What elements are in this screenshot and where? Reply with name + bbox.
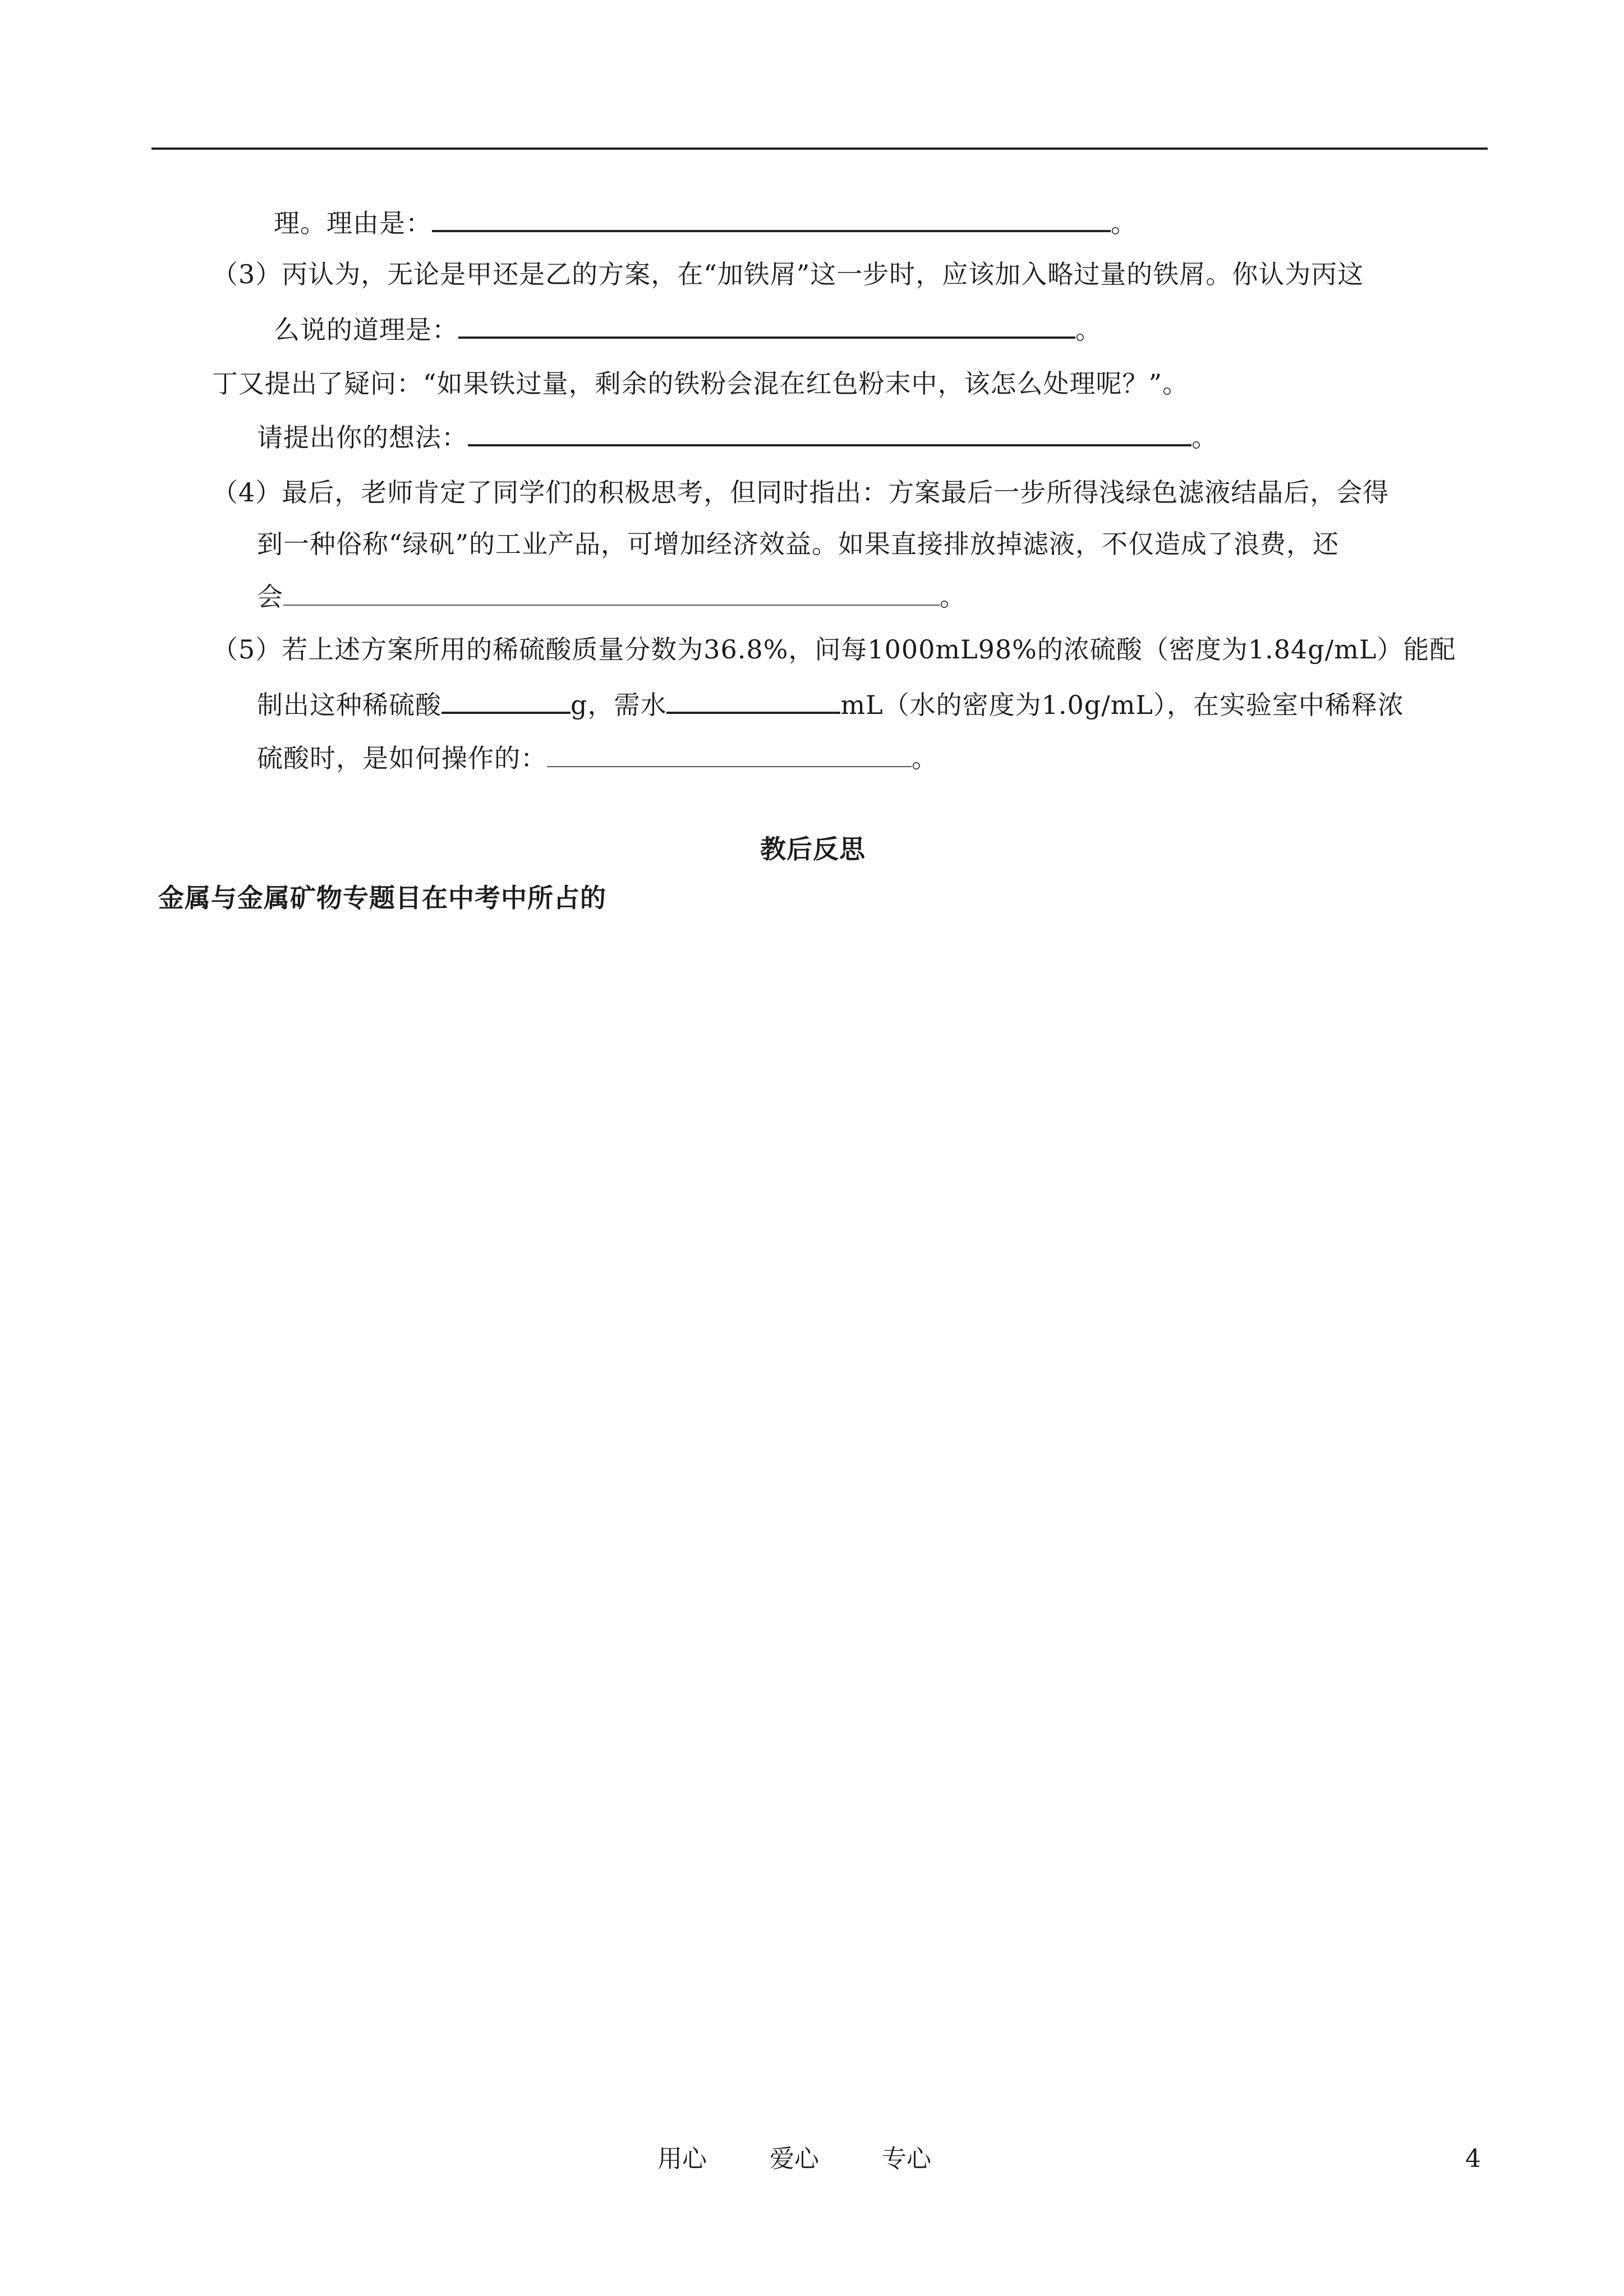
question-5-text: （5）若上述方案所用的稀硫酸质量分数为36.8%，问每1000mL98%的浓硫酸（密度为1.84g/mL）能配: [212, 634, 1456, 665]
answer-line-idea: 请提出你的想法： 。: [257, 419, 1218, 454]
question-4-continued: 到一种俗称“绿矾”的工业产品，可增加经济效益。如果直接排放掉滤液，不仅造成了浪费，还: [257, 529, 1340, 559]
footer-motto-3: 专心: [882, 2145, 931, 2173]
header-rule: [151, 147, 1488, 150]
question-4-text: （4）最后，老师肯定了同学们的积极思考，但同时指出：方案最后一步所得浅绿色滤液结晶后，会得: [212, 477, 1390, 508]
reason-blank[interactable]: [432, 205, 1111, 232]
footer-motto-1: 用心: [657, 2145, 707, 2173]
water-volume-blank[interactable]: [666, 687, 840, 714]
reflection-title: 教后反思: [760, 834, 866, 864]
operation-blank[interactable]: [547, 741, 912, 767]
answer-line-consequence: 会 。: [257, 580, 966, 614]
answer-line-explanation: 么说的道理是： 。: [274, 312, 1102, 347]
topic-line: 金属与金属矿物专题目在中考中所占的: [158, 883, 606, 913]
idea-blank[interactable]: [468, 419, 1191, 446]
answer-line-operation: 硫酸时，是如何操作的： 。: [257, 741, 938, 775]
answer-line-reason: 理。理由是： 。: [274, 205, 1137, 240]
explanation-blank[interactable]: [458, 312, 1075, 339]
acid-mass-blank[interactable]: [441, 687, 571, 714]
ding-question-text: 丁又提出了疑问：“如果铁过量，剩余的铁粉会混在红色粉末中，该怎么处理呢？”。: [212, 368, 1189, 399]
page-number: 4: [1465, 2145, 1481, 2173]
footer-motto-2: 爱心: [770, 2145, 819, 2173]
consequence-blank[interactable]: [283, 580, 940, 606]
reason-label: 理。理由是：: [274, 208, 432, 238]
question-3-text: （3）丙认为，无论是甲还是乙的方案，在“加铁屑”这一步时，应该加入略过量的铁屑。你认为丙这: [212, 259, 1364, 289]
answer-line-dilution: 制出这种稀硫酸 g，需水 mL（水的密度为1.0g/mL），在实验室中稀释浓: [257, 687, 1404, 722]
